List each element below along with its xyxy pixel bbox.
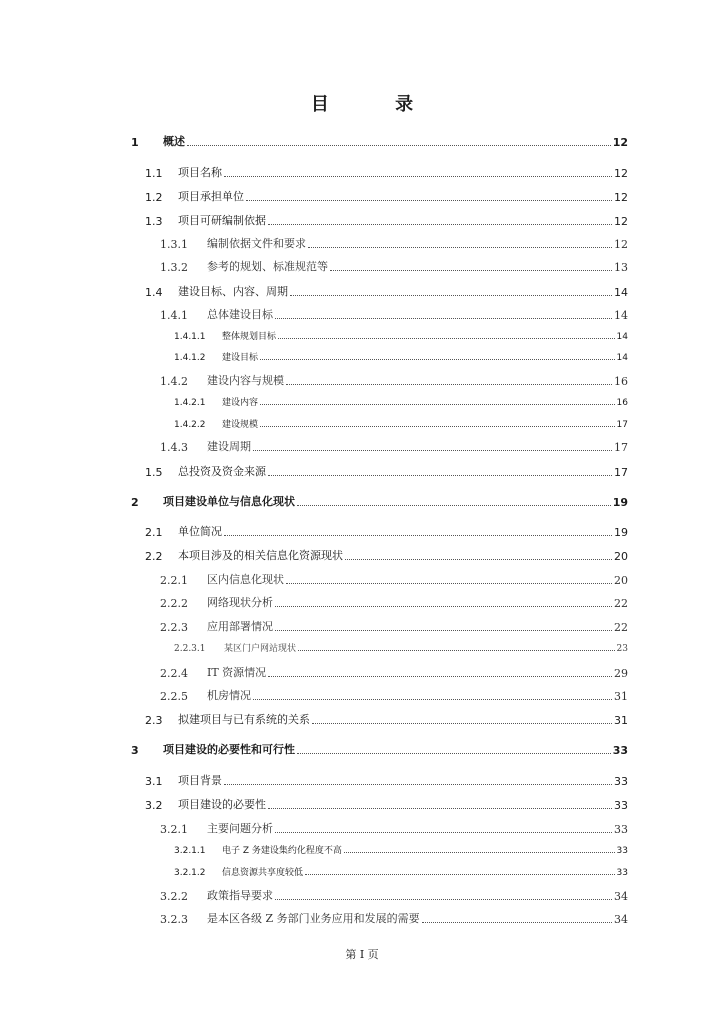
toc-entry-title: 本项目涉及的相关信息化资源现状 <box>178 549 343 562</box>
toc-entry-number: 1.3 <box>145 215 163 228</box>
dot-leader <box>224 535 612 536</box>
toc-entry[interactable] <box>160 910 628 926</box>
toc-entry[interactable] <box>160 235 628 251</box>
toc-entry-page-number: 14 <box>616 353 628 363</box>
toc-entry-page-number: 33 <box>612 744 628 757</box>
toc-entry-title: 编制依据文件和要求 <box>207 237 306 250</box>
toc-entry[interactable] <box>145 796 628 812</box>
toc-entry-page-number: 33 <box>614 799 628 812</box>
dot-leader <box>275 899 612 900</box>
toc-entry-page-number: 14 <box>614 286 628 299</box>
dot-leader <box>268 224 612 225</box>
dot-leader <box>253 450 612 451</box>
toc-entry[interactable] <box>160 664 628 680</box>
toc-entry[interactable] <box>145 164 628 180</box>
toc-entry[interactable] <box>145 547 628 563</box>
dot-leader <box>330 270 612 271</box>
toc-entry-number: 3.1 <box>145 775 163 788</box>
toc-entry-number: 2.2.5 <box>160 690 188 703</box>
dot-leader <box>312 723 612 724</box>
dot-leader <box>344 852 615 853</box>
toc-entry-title: 建设目标、内容、周期 <box>178 285 288 298</box>
toc-entry-page-number: 33 <box>616 846 628 856</box>
toc-entry[interactable] <box>160 820 628 836</box>
dot-leader <box>275 318 612 319</box>
toc-entry-page-number: 33 <box>614 823 628 836</box>
toc-entry-page-number: 19 <box>614 526 628 539</box>
toc-entry-title: 区内信息化现状 <box>207 573 284 586</box>
toc-entry[interactable] <box>174 350 628 363</box>
dot-leader <box>224 176 612 177</box>
toc-entry-title: 项目可研编制依据 <box>178 214 266 227</box>
toc-entry-number: 2.2.4 <box>160 667 188 680</box>
toc-entry[interactable] <box>145 283 628 299</box>
toc-entry-page-number: 12 <box>614 238 628 251</box>
toc-entry-title: 建设规模 <box>222 420 259 430</box>
toc-entry[interactable] <box>174 395 628 408</box>
toc-entry-title: 项目背景 <box>178 774 222 787</box>
toc-entry-title: 主要问题分析 <box>207 822 273 835</box>
toc-entry[interactable] <box>160 306 628 322</box>
toc-entry-title: 总投资及资金来源 <box>178 465 266 478</box>
page-footer: 第 I 页 <box>345 948 379 961</box>
dot-leader <box>275 606 612 607</box>
dot-leader <box>275 832 612 833</box>
dot-leader <box>268 676 612 677</box>
toc-entry[interactable] <box>174 843 628 856</box>
toc-entry-number: 3.2.3 <box>160 913 188 926</box>
dot-leader <box>268 475 612 476</box>
toc-entry-number: 2.2.2 <box>160 597 188 610</box>
toc-entry[interactable] <box>160 571 628 587</box>
dot-leader <box>345 559 612 560</box>
dot-leader <box>275 630 612 631</box>
toc-entry-title: 项目建设的必要性 <box>178 798 266 811</box>
toc-entry[interactable] <box>160 687 628 703</box>
toc-entry-number: 2 <box>131 496 139 509</box>
toc-entry[interactable] <box>160 887 628 903</box>
toc-entry[interactable] <box>160 258 628 274</box>
toc-entry[interactable] <box>131 741 628 757</box>
dot-leader <box>246 200 612 201</box>
toc-entry-title: 单位简况 <box>178 525 222 538</box>
toc-entry-number: 2.2.1 <box>160 574 188 587</box>
toc-entry-page-number: 17 <box>616 420 628 430</box>
toc-entry-title: 项目名称 <box>178 166 222 179</box>
dot-leader <box>422 922 612 923</box>
toc-entry-number: 1.2 <box>145 191 163 204</box>
toc-entry-number: 1.4.1.1 <box>174 332 206 342</box>
toc-entry[interactable] <box>174 865 628 878</box>
toc-entry[interactable] <box>174 417 628 430</box>
toc-entry-page-number: 12 <box>614 215 628 228</box>
dot-leader <box>298 650 615 651</box>
toc-entry-title: 建设内容 <box>222 398 259 408</box>
toc-entry-number: 1.4.1 <box>160 309 188 322</box>
toc-entry[interactable] <box>160 594 628 610</box>
toc-entry-title: 政策指导要求 <box>207 889 273 902</box>
toc-entry-page-number: 34 <box>614 913 628 926</box>
toc-entry[interactable] <box>145 772 628 788</box>
toc-entry-title: 建设周期 <box>207 440 251 453</box>
toc-entry-page-number: 14 <box>614 309 628 322</box>
toc-entry-number: 1.4.1.2 <box>174 353 206 363</box>
dot-leader <box>297 753 611 754</box>
toc-entry-page-number: 20 <box>614 574 628 587</box>
toc-entry-number: 3.2.1 <box>160 823 188 836</box>
toc-entry-number: 2.2.3 <box>160 621 188 634</box>
toc-entry-title: 某区门户网站现状 <box>224 644 297 654</box>
toc-entry-page-number: 12 <box>614 191 628 204</box>
toc-entry-number: 3.2.2 <box>160 890 188 903</box>
dot-leader <box>278 338 615 339</box>
toc-entry-title: 概述 <box>163 135 185 148</box>
toc-entry-page-number: 33 <box>614 775 628 788</box>
toc-entry-page-number: 22 <box>614 621 628 634</box>
dot-leader <box>268 808 612 809</box>
toc-entry-number: 1.3.1 <box>160 238 188 251</box>
toc-entry-number: 2.2 <box>145 550 163 563</box>
toc-entry[interactable] <box>145 711 628 727</box>
toc-entry-page-number: 22 <box>614 597 628 610</box>
toc-entry[interactable] <box>160 372 628 388</box>
toc-entry-title: 整体规划目标 <box>222 332 277 342</box>
toc-entry-title: 拟建项目与已有系统的关系 <box>178 713 310 726</box>
toc-entry-page-number: 12 <box>614 167 628 180</box>
toc-entry-page-number: 17 <box>614 441 628 454</box>
toc-entry-title: 项目建设单位与信息化现状 <box>163 495 295 508</box>
dot-leader <box>187 145 611 146</box>
toc-entry-title: 信息资源共享度较低 <box>222 868 304 878</box>
page-title: 目 录 <box>310 94 444 115</box>
toc-entry-number: 1.4.2 <box>160 375 188 388</box>
dot-leader <box>260 359 615 360</box>
toc-entry[interactable] <box>174 641 628 654</box>
toc-entry-page-number: 17 <box>614 466 628 479</box>
toc-entry-page-number: 20 <box>614 550 628 563</box>
toc-entry-number: 3.2 <box>145 799 163 812</box>
toc-entry-page-number: 14 <box>616 332 628 342</box>
toc-entry-number: 1.5 <box>145 466 163 479</box>
toc-entry-title: 电子 Z 务建设集约化程度不高 <box>222 846 342 856</box>
dot-leader <box>308 247 612 248</box>
toc-entry-number: 1.4 <box>145 286 163 299</box>
toc-entry-page-number: 12 <box>612 136 628 149</box>
toc-entry-number: 3 <box>131 744 139 757</box>
dot-leader <box>253 699 612 700</box>
toc-entry-title: 建设目标 <box>222 353 259 363</box>
toc-entry-page-number: 31 <box>614 714 628 727</box>
dot-leader <box>297 505 611 506</box>
toc-entry-page-number: 34 <box>614 890 628 903</box>
toc-entry-number: 1.1 <box>145 167 163 180</box>
toc-entry[interactable] <box>145 463 628 479</box>
toc-entry-number: 2.2.3.1 <box>174 644 206 654</box>
toc-entry[interactable] <box>131 493 628 509</box>
dot-leader <box>260 426 615 427</box>
toc-entry-title: 项目建设的必要性和可行性 <box>163 743 295 756</box>
toc-entry[interactable] <box>145 212 628 228</box>
toc-entry-number: 1.4.2.1 <box>174 398 206 408</box>
toc-entry-number: 1.3.2 <box>160 261 188 274</box>
toc-entry-number: 1.4.3 <box>160 441 188 454</box>
toc-entry[interactable] <box>160 438 628 454</box>
toc-entry-page-number: 29 <box>614 667 628 680</box>
toc-entry-page-number: 13 <box>614 261 628 274</box>
toc-entry-number: 3.2.1.1 <box>174 846 206 856</box>
toc-entry-number: 1 <box>131 136 139 149</box>
toc-entry-title: 参考的规划、标准规范等 <box>207 260 328 273</box>
toc-entry[interactable] <box>174 329 628 342</box>
toc-entry-number: 1.4.2.2 <box>174 420 206 430</box>
toc-entry[interactable] <box>160 618 628 634</box>
dot-leader <box>290 295 612 296</box>
toc-entry-title: IT 资源情况 <box>207 666 267 679</box>
toc-entry-number: 2.3 <box>145 714 163 727</box>
dot-leader <box>286 384 612 385</box>
dot-leader <box>286 583 612 584</box>
toc-entry-title: 应用部署情况 <box>207 620 273 633</box>
toc-entry-title: 建设内容与规模 <box>207 374 284 387</box>
dot-leader <box>224 784 612 785</box>
toc-entry-title: 是本区各级 Z 务部门业务应用和发展的需要 <box>207 912 420 925</box>
toc-entry[interactable] <box>131 133 628 149</box>
dot-leader <box>305 874 615 875</box>
toc-entry-page-number: 31 <box>614 690 628 703</box>
toc-entry-page-number: 19 <box>612 496 628 509</box>
toc-entry-number: 3.2.1.2 <box>174 868 206 878</box>
toc-entry-page-number: 33 <box>616 868 628 878</box>
toc-entry-title: 项目承担单位 <box>178 190 244 203</box>
toc-entry-page-number: 16 <box>616 398 628 408</box>
toc-entry-page-number: 23 <box>616 644 628 654</box>
toc-entry-page-number: 16 <box>614 375 628 388</box>
toc-entry-title: 总体建设目标 <box>207 308 273 321</box>
toc-entry-title: 网络现状分析 <box>207 596 273 609</box>
dot-leader <box>260 404 615 405</box>
toc-entry-number: 2.1 <box>145 526 163 539</box>
toc-entry[interactable] <box>145 523 628 539</box>
toc-entry[interactable] <box>145 188 628 204</box>
toc-entry-title: 机房情况 <box>207 689 251 702</box>
